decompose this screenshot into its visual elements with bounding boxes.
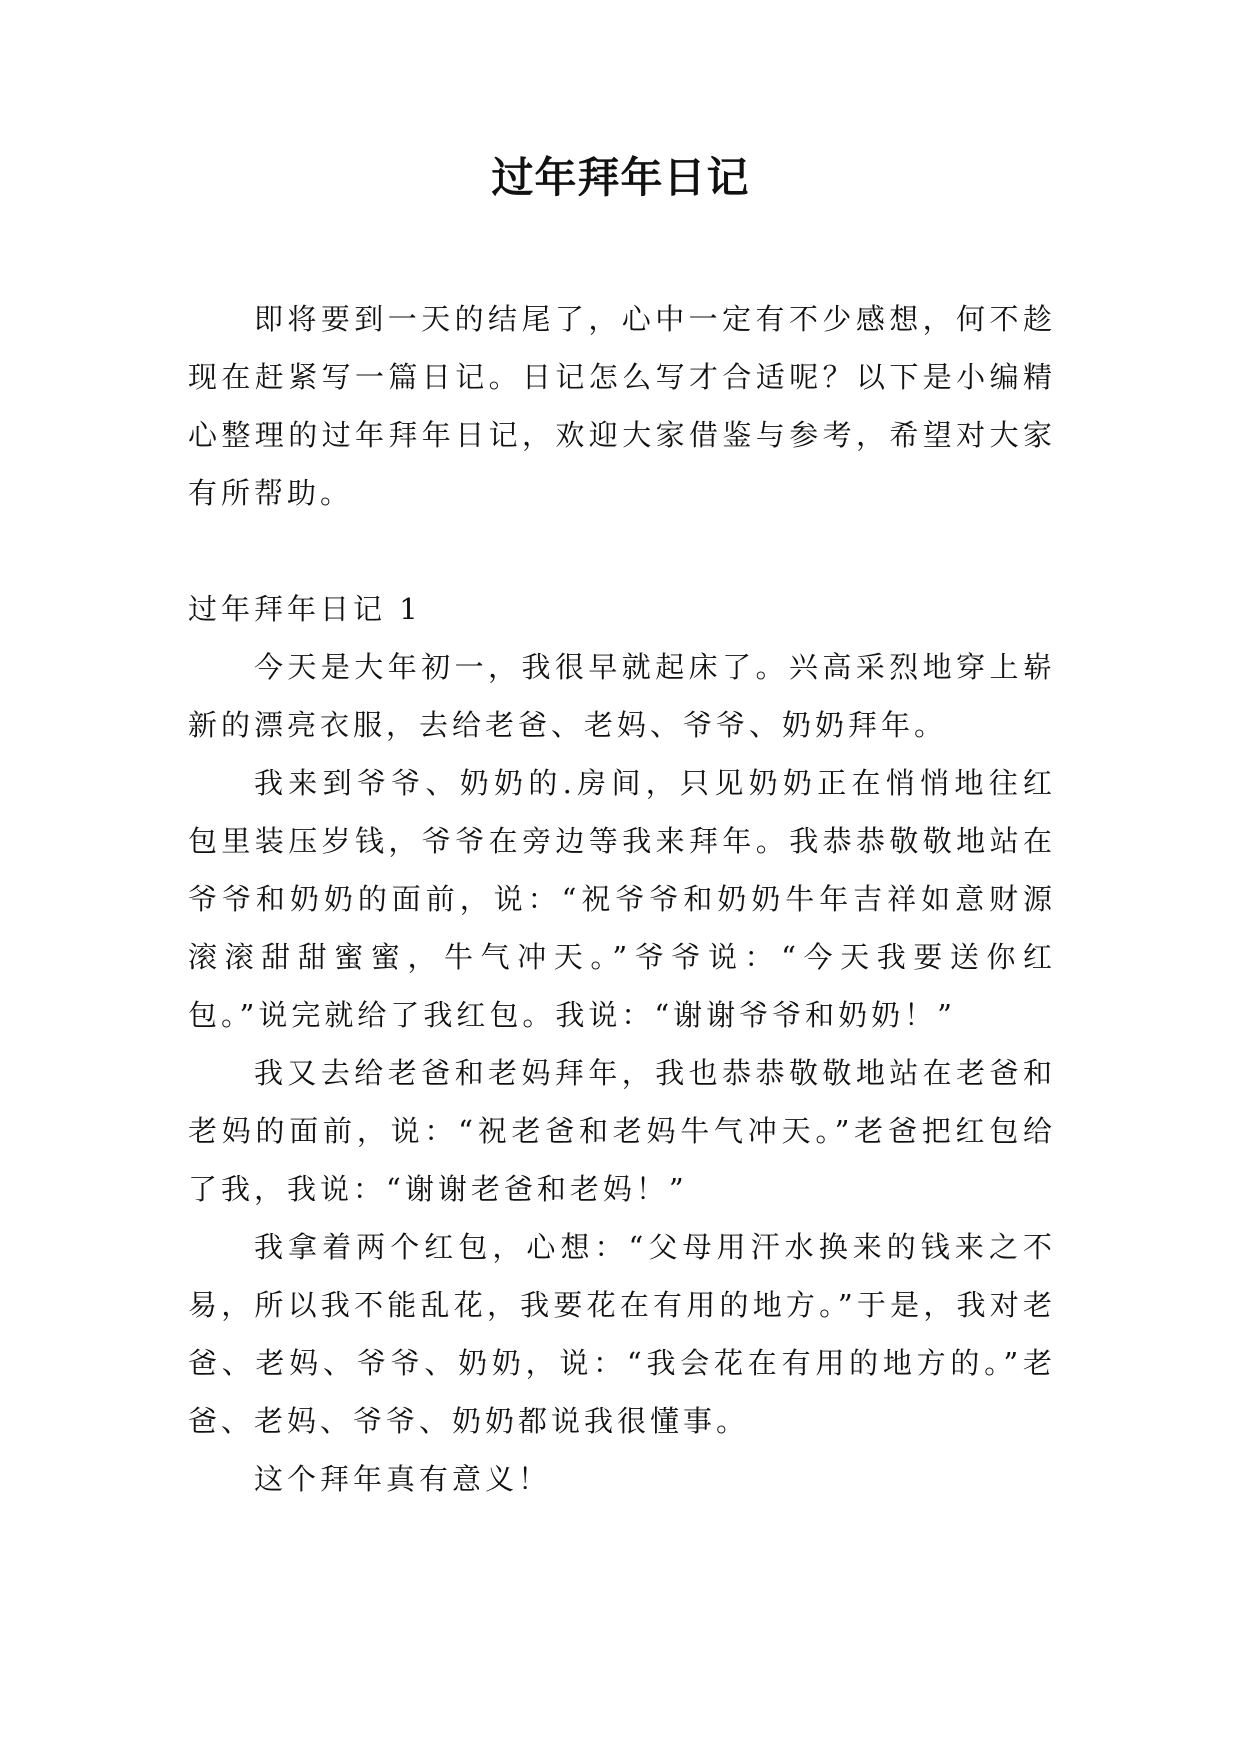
document-body — [188, 290, 1056, 1508]
paragraph-spacer — [188, 522, 1056, 580]
body-paragraph: 我来到爷爷、奶奶的.房间，只见奶奶正在悄悄地往红包里装压岁钱，爷爷在旁边等我来拜年。我恭恭敬敬地站在爷爷和奶奶的面前，说：“祝爷爷和奶奶牛年吉祥如意财源滚滚甜甜蜜蜜，牛气冲天。”爷爷说：“今天我要送你红包。”说完就给了我红包。我说：“谢谢爷爷和奶奶！” — [188, 766, 1056, 1032]
body-paragraph: 今天是大年初一，我很早就起床了。兴高采烈地穿上崭新的漂亮衣服，去给老爸、老妈、爷爷、奶奶拜年。 — [188, 650, 1056, 742]
body-paragraph: 这个拜年真有意义！ — [254, 1462, 552, 1496]
body-paragraph: 我拿着两个红包，心想：“父母用汗水换来的钱来之不易，所以我不能乱花，我要花在有用的地方。”于是，我对老爸、老妈、爷爷、奶奶，说：“我会花在有用的地方的。”老爸、老妈、爷爷、奶奶都说我很懂事。 — [188, 1230, 1056, 1438]
document-title: 过年拜年日记 — [491, 153, 750, 202]
section-heading: 过年拜年日记 1 — [188, 592, 422, 626]
body-paragraph: 我又去给老爸和老妈拜年，我也恭恭敬敬地站在老爸和老妈的面前，说：“祝老爸和老妈牛气冲天。”老爸把红包给了我，我说：“谢谢老爸和老妈！” — [188, 1056, 1056, 1206]
intro-paragraph: 即将要到一天的结尾了，心中一定有不少感想，何不趁现在赶紧写一篇日记。日记怎么写才合适呢？以下是小编精心整理的过年拜年日记，欢迎大家借鉴与参考，希望对大家有所帮助。 — [188, 302, 1056, 510]
